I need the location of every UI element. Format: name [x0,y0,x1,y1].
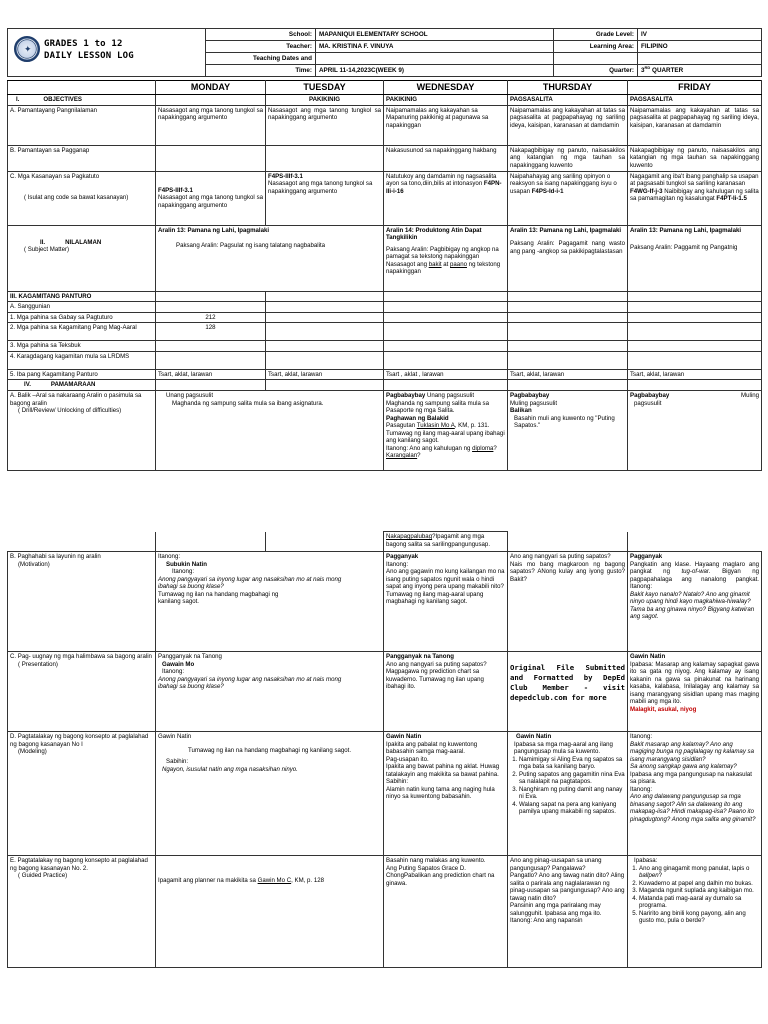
row-ivd-fri-5: Itanong: [630,785,653,793]
t3: at [441,260,451,268]
row-ivb-wed [384,552,508,652]
dates-label: Teaching Dates and [206,53,316,65]
row-ivb-thu-2: Nais mo bang magkaroon ng bagong sapatos? ANong kulay ang iyong gusto? Bakit? [510,560,625,583]
row-ivc-mon-2: Gawain Mo [162,660,195,668]
row-ivc-mon-3: Itanong: [162,668,185,676]
tue-subhead: PAKIKINIG [266,95,384,106]
row-ivb-title: B. Paghahabi sa layunin ng aralin [10,553,101,560]
row-ii-wed [384,225,508,291]
c [628,341,762,352]
row-ivd-mon-2: Tumawag ng ilan na handang magbahagi ng kanilang sagot. [188,746,352,754]
obj-num: I. [16,96,20,104]
time-label: Time: [206,65,316,77]
teacher-value: MA. KRISTINA F. VINUYA [316,41,554,53]
row-iva-thu-3: Balikan [510,407,532,415]
row-c-thu-text: Naipahahayag ang sariling opinyon o reaksyon sa isang napakinggang isyu o usapan [510,172,617,195]
t: Gawin Mo C [257,877,292,884]
row-ive-wed [384,856,508,968]
row-c-mon [156,171,266,225]
c [384,302,508,313]
quarter-word: QUARTER [652,67,684,75]
row-iva-wed-6 [386,445,505,460]
t: tug-of-war [681,568,709,576]
row-ivd-fri-1: Itanong: [630,733,653,740]
row-ii-num: II. [40,238,46,246]
c [384,341,508,352]
day-friday: FRIDAY [628,81,762,95]
row-ivd-fri-2: Bakit masarap ang kalamay? Ano ang magiging bunga ng paglalagay ng kalamay sa isang marangyang sisidlan? [630,740,754,763]
row-ivd-wed-6: Alamin natin kung tama ang naging hula ninyo sa kuwentong babasahin. [386,785,495,801]
t4: paano [450,260,467,268]
c [508,302,628,313]
row-ivb-sub: (Motivation) [18,560,50,568]
c [628,532,762,552]
school-value: MAPANIQUI ELEMENTARY SCHOOL [316,29,554,41]
c [628,351,762,369]
c [8,532,156,552]
row-a-wed: Naipamamalas ang kakayahan sa Mapanuring pakikinig at pagunawa sa napakinggan [384,105,508,145]
row-iii-5-mon: Tsart, aklat, larawan [156,369,266,380]
row-c-wed-code: F4PN-IIi-i-16 [386,180,502,195]
row-ivd-fri-6: Ano ang dalawang pangungusap sa mga binasang sagot? Alin sa dalawang ito ang makapag-iisa? Hindi makapag-iisa? Paano ito pinagdugtong? Anong mga salita ang ginamit? [630,793,756,824]
c [508,351,628,369]
c [628,302,762,313]
row-c-mon-code: F4PS-IIIf-3.1 [158,186,193,194]
row-iva-wed-2: Maghanda ng sampung salita mula sa Pasaporte ng mga Salita. [386,399,489,415]
row-ive-thu [508,856,628,968]
t: Tuklasin Mo A [416,422,455,430]
row-iv-label [8,380,156,391]
row-a-tue: Nasasagot ang mga tanong tungkol sa napakinggang argumento [266,105,384,145]
row-c-fri-code: F4WG-If-j-3 [630,187,663,195]
row-c-thu-code: F4PS-Id-i-1 [531,187,564,195]
c [508,291,628,302]
row-ivd-fri-4: Ipabasa ang mga pangungusap na nakasulat sa pisara. [630,770,752,786]
row-iva-thu-4: Basahin muli ang kuwento ng "Puting Sapatos." [514,414,615,430]
row-c-note: ( Isulat ang code sa bawat kasanayan) [24,194,129,202]
row-iva-wed-3: Paghawan ng Balakid [386,414,449,422]
row-iii-3: 3. Mga pahina sa Teksbuk [8,341,156,352]
dates-blank [316,53,554,65]
grade-value: IV [638,29,762,41]
c [508,380,628,391]
row-ivc-mon-1: Pangganyak na Tanong [158,653,222,660]
lesson-table-part-1 [7,80,762,471]
t: Pagbabaybay [386,391,426,399]
row-ivb-wed-1: Pagganyak [386,553,419,560]
deped-seal-logo: ✦ [14,36,40,62]
t: ? [658,872,663,880]
row-b-wed: Nakasusunod sa napakinggang hakbang [384,145,508,171]
c [384,351,508,369]
row-ii-wed-text: Paksang Aralin: Pagbibigay ng angkop na pamagat sa tekstong napakinggan [386,245,499,261]
t: Pasagutan [386,422,417,430]
mon-subhead [156,95,266,106]
row-iii-1: 1. Mga pahina sa Gabay sa Pagtuturo [8,312,156,323]
quarter-value [638,65,762,77]
row-ivb-thu-1: Ano ang nangyari sa puting sapatos? [510,553,611,560]
t: . Bigyan ng pagpapahalaga ang nanalong pangkat. Itanong: [630,568,759,591]
thu-subhead: PAGSASALITA [508,95,628,106]
c [156,302,266,313]
row-c-fri-code-2: F4PT-Ii-1.5 [716,195,747,203]
t: Pangkatin ang klase. Hayaang maglaro ang pangkat ng [630,560,759,576]
c [156,351,266,369]
row-ivb-fri-3: Bakit kayo nanalo? Natalo? Ano ang ginamit ninyo upang hindi kayo magkahiwa-hiwalay? Tama ba ang ginawa ninyo? Bigyang katwiran ang sagot. [630,590,755,621]
row-iii-a: A. Sanggunian [8,302,156,313]
row-ive-wed-1: Basahin nang malakas ang kuwento. [386,857,486,864]
row-iv-title: PAMAMARAAN [50,381,96,389]
row-ivd-mon-1: Gawin Natin [158,733,192,740]
quarter-sup: RD [644,65,651,71]
lesson-table-part-2 [7,531,762,968]
row-a-thu: Naipamamalas ang kakayahan at tatas sa pagsasalita at pagpapahayag ng sariling ideya, kaisipan, karanasan at damdamin [508,105,628,145]
c [508,532,628,552]
row-iva-thu [508,390,628,470]
row-ii-fri-title: Aralin 13: Pamana ng Lahi, Ipagmalaki [630,226,742,234]
row-c-fri-text-2: Naibibigay ang kahulugan ng salita sa pamamagitan ng kasalungat [630,187,759,203]
t: Karangalan [386,452,418,460]
row-ivc-label [8,652,156,732]
day-wednesday: WEDNESDAY [384,81,508,95]
row-ivd-thu-1: Gawin Natin [516,733,552,740]
row-ivc-fri-3: Malagkit, asukal, niyog [630,705,697,713]
row-ivd-mon-4: Ngayon, isusulat natin ang mga nasaksihan ninyo. [162,765,298,773]
row-c-thu [508,171,628,225]
c [156,291,266,302]
row-ive-title: E. Pagtatalakay ng bagong konsepto at paglalahad ng bagong kasanayan No. 2. [10,857,148,872]
fri-subhead: PAGSASALITA [628,95,762,106]
row-iva-fri-2: pagsusulit [634,399,662,407]
list-item: 4. Matanda pati mag-aaral ay dumalo sa programa. [639,895,759,910]
t: Muling [741,391,759,399]
row-ii-thu-text: Paksang Aralin: Pagagamit nang wasto ang pang -angkop sa pakikipagtalastasan [510,240,625,255]
c [384,323,508,341]
row-ii-fri [628,225,762,291]
row-ii-wed-title: Aralin 14: Produktong Atin Dapat Tangkilikin [386,226,482,242]
row-ivc-wed-1: Pangganyak na Tanong [386,653,454,660]
row-ivb-fri [628,552,762,652]
quarter-blank-2 [638,53,762,65]
c [384,312,508,323]
row-ivd-thu-2: Ipabasa sa mga mag-aaral ang ilang pangungusap mula sa kuwento. [514,740,613,756]
list-item [639,865,759,880]
row-ivd-wed-2: Ipakita ang pabalat ng kuwentong babasahin samga mag-aaral. [386,740,478,756]
area-value: FILIPINO [638,41,762,53]
row-iii-4: 4. Karagdagang kagamitan mula sa LRDMS [8,351,156,369]
row-ivd-mon-3: Sabihin: [166,758,189,766]
row-ive-fri-list [630,865,759,925]
quarter-num: 3 [641,67,645,75]
logo-title-line: GRADES 1 to 12 [44,39,123,49]
row-iv-num: IV. [24,381,31,389]
row-ivb-mon [156,552,384,652]
t: Ano ang ginagamit mong panulat, lapis o [639,864,750,872]
row-b-label: B. Pamantayan sa Pagganap [8,145,156,171]
row-ivd-wed-4: Ipakita ang bawat pahina ng aklat. Huwag tatalakayin ang makikita sa bawat pahina. [386,763,500,778]
row-iva-wed-5: Tumawag ng ilang mag-aaral upang ibahagi ang kanilang sagot. [386,429,505,445]
row-iva-fri [628,390,762,470]
t2: bakit [428,260,442,268]
row-iii-5-wed: Tsart , aklat , larawan [384,369,508,380]
row-ivd-wed-5: Sabihin: [386,778,409,786]
row-ivb-mon-3: Itanong: [172,568,195,576]
c [384,291,508,302]
row-iva-fri-1 [630,392,759,400]
t: Nakapagpalubag [386,533,433,540]
row-ivb-label [8,552,156,652]
c [508,312,628,323]
row-iii-2: 2. Mga pahina sa Kagamitang Pang Mag-Aaral [8,323,156,341]
row-c-wed-text: Natutukoy ang damdamin ng nagsasalita ayon sa tono,diin,bilis at intonasyon [386,172,497,188]
row-ivd-label [8,732,156,856]
c [156,380,266,391]
t1: Nasasagot ang [386,260,429,268]
t: ? [417,452,421,460]
row-ive-thu-3: Pansinin ang mga pariralang may salungguhit. Ipabasa ang mga ito. Itanong: Ano ang napansin [510,902,602,925]
row-ivc-fri-2: Ipabasa: Masarap ang kalamay sapagkat gawa ito sa gata ng niyog. Ang kalamay ay isang kakanin na gawa sa pinakunat na harinang kasaba, kalabasa, Inilalagay ang kalamay sa isang marangyang sisidlan upang mas maging mabili ang mga ito. [630,660,759,706]
grade-label: Grade Level: [554,29,638,41]
day-thursday: THURSDAY [508,81,628,95]
row-iii-5-fri: Tsart, aklat, larawan [628,369,762,380]
row-ivd-mon [156,732,384,856]
row-iva-sub: ( Drill/Review/ Unlocking of difficulties) [18,407,122,415]
area-label: Learning Area: [554,41,638,53]
row-b-tue [266,145,384,171]
row-ivc-sub: ( Presentation) [18,660,58,668]
c [266,312,384,323]
row-ivb-wed-2: Itanong: [386,560,409,568]
row-ii-thu-title: Aralin 13: Pamana ng Lahi, Ipagmalaki [510,226,622,234]
row-iii-5-tue: Tsart, aklat, larawan [266,369,384,380]
row-ivc-fri-1: Gawin Natin [630,653,666,660]
list-item: 3. Nanghiram ng puting damit ang nanay ni Eva. [519,786,625,801]
row-iva-mon-2: Maghanda ng sampung salita mula sa ibang asignatura. [172,399,324,407]
c [384,380,508,391]
row-ivc-wed-2: Ano ang nangyari sa puting sapatos? [386,660,487,668]
row-ive-fri-1: Ipabasa: [634,857,658,864]
c [508,341,628,352]
row-c-fri [628,171,762,225]
dates-value: APRIL 11-14,2023C(WEEK 9) [316,65,554,77]
row-iva-title: A. Balik –Aral sa nakaraang Aralin o pasimula sa bagong aralin [10,391,142,407]
row-c-tue [266,171,384,225]
row-ivd-thu [508,732,628,856]
row-ive-mon [156,856,384,968]
logo-cell [8,29,206,77]
row-c-tue-code: F4PS-IIIf-3.1 [268,172,303,180]
teacher-label: Teacher: [206,41,316,53]
row-ii-mon [156,225,384,291]
row-a-fri: Naipamamalas ang kakayahan at tatas sa pagsasalita at pagpapahayag ng sariling ideya, kaisipan, karanasan at damdamin [628,105,762,145]
row-c-tue-text: Nasasagot ang mga tanong tungkol sa napakinggang argumento [268,180,373,195]
row-c-wed [384,171,508,225]
t: Pagbabaybay [630,391,670,399]
row-ivd-wed-3: Pag-usapan ito. [386,755,429,763]
c [628,323,762,341]
row-iva-label [8,390,156,470]
t5: ng tekstong napakinggan [386,260,501,276]
row-ive-label [8,856,156,968]
t: Ipagamit ang planner na makikita sa [158,877,258,884]
row-ii-fri-text: Paksang Aralin: Paggamit ng Pangatnig [630,244,738,252]
c [266,323,384,341]
row-iva-wed-4 [386,422,505,430]
row-ivb-mon-4: Anong pangyayari sa inyong lugar ang nasaksihan mo at nais mong ibahagi sa buong klase? [158,575,342,591]
objectives-heading [8,95,156,106]
row-ivb-fri-1: Pagganyak [630,553,663,560]
row-ive-wed-2: Ang Puting Sapatos Grace D. ChongPabalikan ang prediction chart na ginawa. [386,864,495,887]
row-iii-label: III. KAGAMITANG PANTURO [8,291,156,302]
row-ivd-title: D. Pagtatalakay ng bagong konsepto at paglalahad ng bagong kasanayan No I [10,733,149,748]
row-ii-label [8,225,156,291]
wed-subhead: PAKIKINIG [384,95,508,106]
row-ivb-fri-2 [630,561,759,591]
row-b-mon [156,145,266,171]
row-ivd-fri [628,732,762,856]
row-ivb-wed-3: Ano ang gagawin mo kung kailangan mo na isang puting sapatos ngunit wala o hindi sapat ang inyong pera upang makabili nito? Tumawag ng ilang mag-aaral upang magbahagi ng kanilang sagot. [386,568,505,606]
row-iva-mon [156,390,384,470]
c [508,323,628,341]
row-ii-mon-title: Aralin 13: Pamana ng Lahi, Ipagmalaki [158,226,270,234]
row-ivb-mon-5: Tumawag ng ilan na handang magbahagi ng kanilang sagot. [158,590,279,606]
row-ivd-sub: (Modeling) [18,748,47,756]
c [266,380,384,391]
list-item: 4. Walang sapat na pera ang kaniyang pamilya upang makabili ng sapatos. [519,801,625,816]
list-item: 3. Maganda ngunit suplada ang kaibigan mo. [639,887,759,895]
row-iii-2-mon: 128 [156,323,266,341]
row-ivc-title: C. Pag- uugnay ng mga halimbawa sa bagong aralin [10,653,152,660]
row-a-mon: Nasasagot ang mga tanong tungkol sa napakinggang argumento [156,105,266,145]
t: , KM, p. 128 [291,877,324,884]
c [156,341,266,352]
t: Unang pagsusulit [425,391,475,399]
row-ii-thu [508,225,628,291]
row-iva-thu-2: Muling pagsusulit [510,399,558,407]
row-b-thu: Nakapagbibigay ng panuto, naisasakilos ang katangian ng mga tauhan sa napakinggang kuwento [508,145,628,171]
c [266,532,384,552]
row-ive-fri [628,856,762,968]
c [266,351,384,369]
row-ivd-wed [384,732,508,856]
row-c-fri-text: Nagagamit ang iba't ibang panghalip sa usapan at pagsasabi tungkol sa sariling karanasan [630,172,759,188]
c [628,380,762,391]
row-c-mon-text: Nasasagot ang mga tanong tungkol sa napakinggang argumento [158,194,263,209]
row-ivd-fri-3: Sa anong sangkap gawa ang kalamay? [630,763,737,771]
c [266,291,384,302]
t: ballpen [639,872,659,880]
row-iva-thu-1: Pagbabaybay [510,391,550,399]
school-label: School: [206,29,316,41]
row-iii-1-mon: 212 [156,312,266,323]
row-ive-thu-1: Ano ang pinag-uusapan sa unang pangungusap? Pangalawa? [510,857,602,872]
row-b-fri: Nakapagbibigay ng panuto, naisasakilos ang katangian ng mga tauhan sa napakinggang kuwento [628,145,762,171]
t: Itanong: Ano ang kahulugan ng [386,444,473,452]
row-ii-sub: ( Subject Matter) [24,246,70,254]
quarter-blank [554,53,638,65]
row-c-label [8,171,156,225]
row-ivc-thu [508,652,628,732]
day-monday: MONDAY [156,81,266,95]
list-item: 1. Namimigay si Aling Eva ng sapatos sa mga bata sa kanilang baryo. [519,756,625,771]
row-ivc-fri [628,652,762,732]
c [266,341,384,352]
row-ivc-mon-4: Anong pangyayari sa inyong lugar ang nasaksihan mo at nais mong ibahagi sa buong klase? [158,675,342,691]
c [266,302,384,313]
row-ivc-wed-3: Magpagawa ng prediction chart sa kuwaderno. Tumawag ng ilan upang ibahagi ito. [386,668,484,691]
row-ivb-mon-1: Itanong: [158,553,181,560]
row-ivb-mon-2: Subukin Natin [166,560,207,568]
corner-cell [8,81,156,95]
quarter-label: Quarter: [554,65,638,77]
logo-subtitle-line: DAILY LESSON LOG [44,51,134,61]
c [156,532,266,552]
obj-text: OBJECTIVES [43,96,82,104]
row-ivd-thu-list [510,756,625,816]
row-ivc-mon [156,652,384,732]
row-iii-5: 5. Iba pang Kagamitang Panturo [8,369,156,380]
c [628,291,762,302]
row-ivd-wed-1: Gawin Natin [386,733,422,740]
header-table [7,28,762,77]
row-iva-wed [384,390,508,470]
row-ii-title: NILALAMAN [65,238,102,246]
depedclub-watermark-text: Original File Submitted and Formatted by DepEd Club Member - visit depedclub.com for more [510,663,625,703]
list-item: 2. Kuwaderno at papel ang dalhin mo bukas. [639,880,759,888]
c [628,312,762,323]
row-ive-sub: ( Guided Practice) [18,872,68,880]
t: diploma [472,444,494,452]
t: ? [493,444,497,452]
row-iii-5-thu: Tsart, aklat, larawan [508,369,628,380]
row-ivc-wed [384,652,508,732]
row-ii-wed-line2 [386,261,505,276]
row-ive-mon-1 [158,877,381,885]
row-iva-mon-1: Unang pagsusulit [166,391,214,399]
row-iva-wed-1 [386,392,505,400]
row-ivb-thu [508,552,628,652]
list-item: 5. Naririto ang binili kong payong, alin ang gusto mo, pula o berde? [639,910,759,925]
row-a-label: A. Pamantayang Pangnilalaman [8,105,156,145]
wed-top-cont [384,532,508,552]
list-item: 2. Puting sapatos ang gagamitin nina Eva sa nalalapit na pagtatapos. [519,771,625,786]
row-ii-mon-text: Paksang Aralin: Pagsulat ng isang talatang nagbabalita [176,242,326,250]
t: ?Ipagamit ang mga bagong salita sa sarilingpangungusap. [386,533,491,548]
t: , KM, p. 131. [454,422,490,430]
day-tuesday: TUESDAY [266,81,384,95]
row-ive-thu-2: Pangatlo? Ano ang tawag natin dito? Aling salita o parirala ang naglalarawan ng pinag-uusapan sa pangungusap? Ano ang tawag natin dito? [510,872,625,902]
row-c-title: C. Mga Kasanayan sa Pagkatuto [10,172,100,180]
